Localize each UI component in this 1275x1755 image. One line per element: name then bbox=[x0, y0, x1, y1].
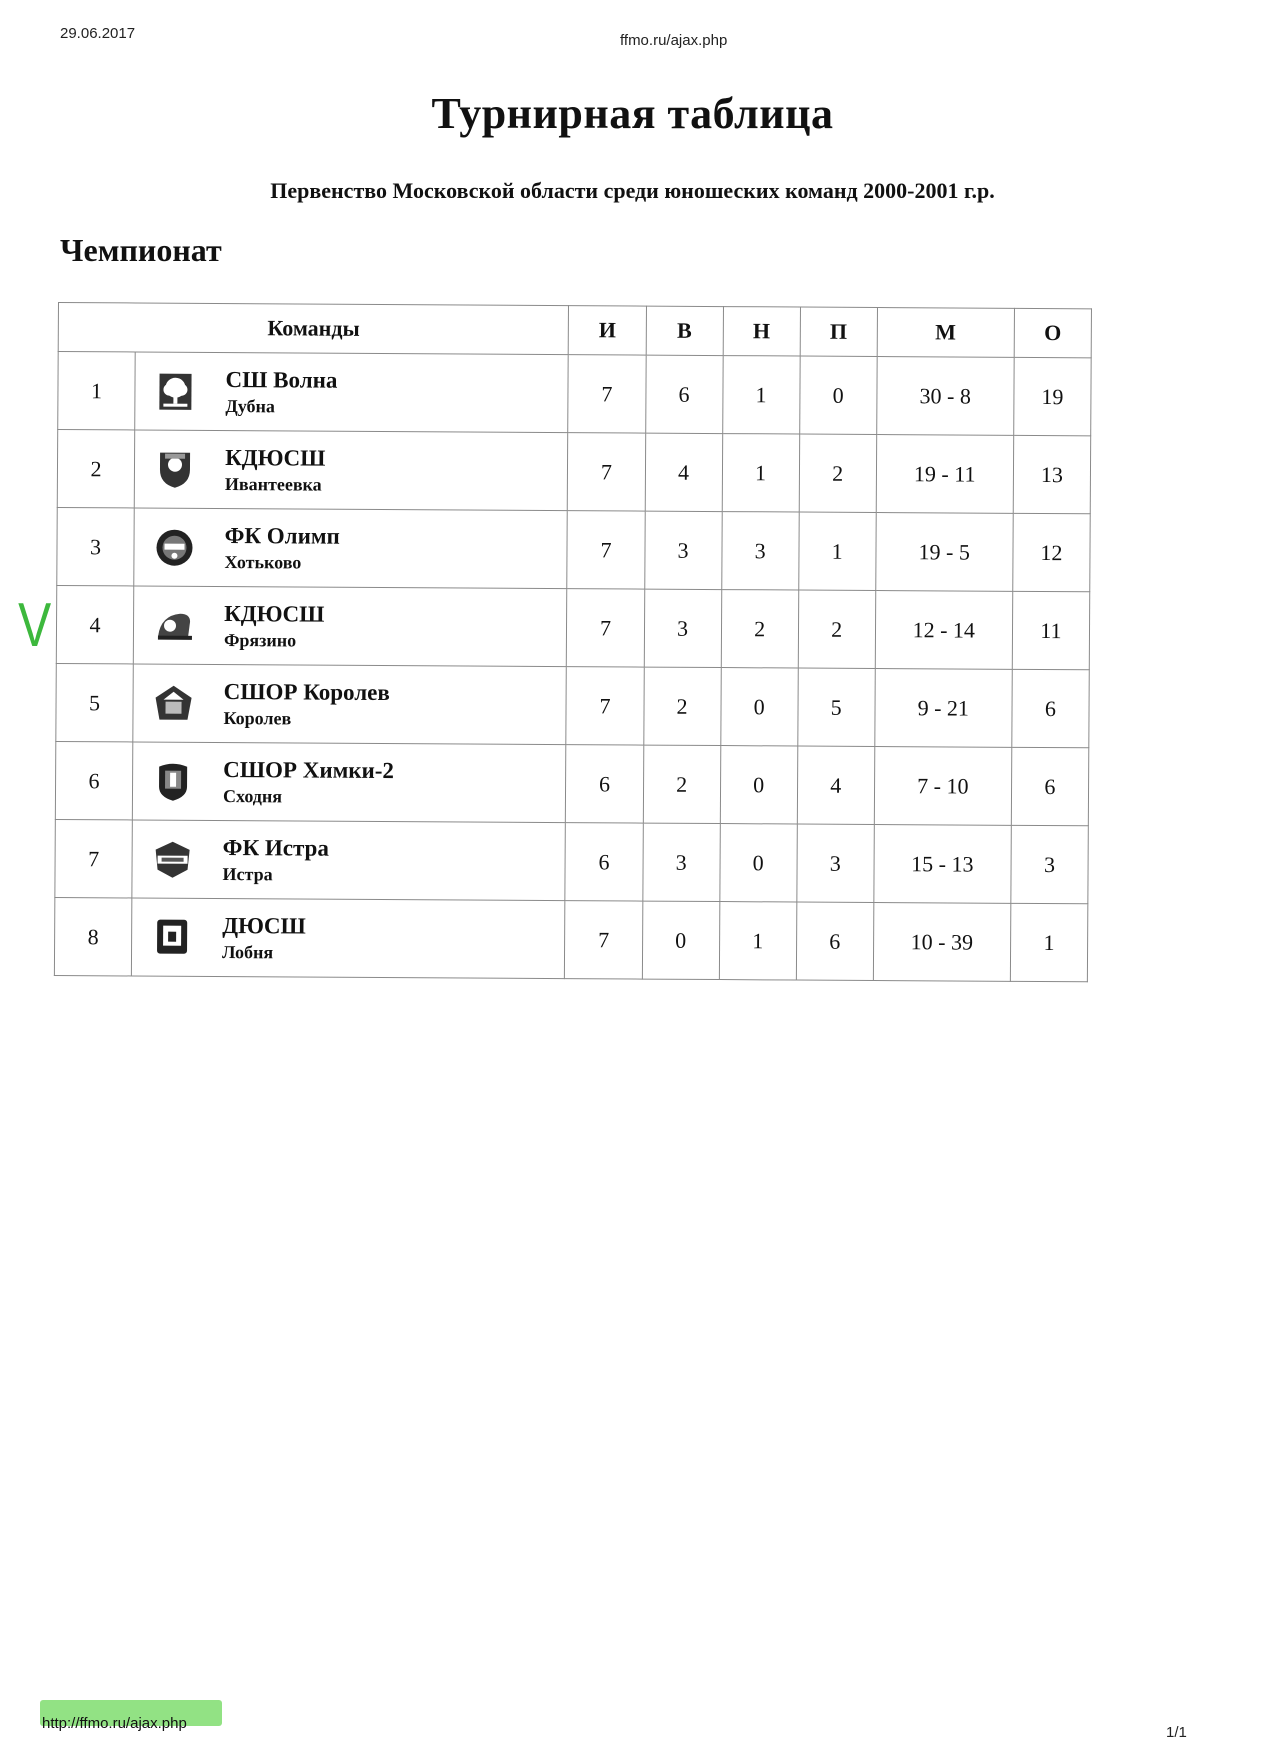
team-city: Истра bbox=[222, 863, 273, 884]
team-cell bbox=[134, 508, 568, 589]
draws-cell: 1 bbox=[722, 434, 800, 512]
team-cell bbox=[134, 430, 568, 511]
team-name: ФК Олимп bbox=[224, 522, 340, 549]
position-cell: 6 bbox=[55, 741, 133, 819]
team-city: Хотьково bbox=[224, 551, 302, 573]
tall-shield-crest-icon bbox=[153, 759, 193, 803]
position-cell: 7 bbox=[55, 819, 133, 897]
team-city: Королев bbox=[223, 707, 292, 729]
team-name: КДЮСШ bbox=[225, 444, 326, 471]
footer-url: http://ffmo.ru/ajax.php bbox=[42, 1715, 187, 1732]
table-row bbox=[54, 897, 1087, 981]
games-cell: 7 bbox=[567, 589, 645, 667]
points-cell: 6 bbox=[1012, 669, 1090, 747]
draws-cell: 0 bbox=[720, 746, 798, 824]
goals-cell: 10 - 39 bbox=[873, 902, 1011, 981]
position-cell: 5 bbox=[56, 663, 134, 741]
team-name: СШ Волна bbox=[225, 366, 338, 393]
handwritten-check-mark: V bbox=[18, 591, 52, 660]
team-name: СШОР Королев bbox=[223, 678, 390, 705]
draws-cell: 1 bbox=[719, 902, 797, 980]
page-title: Турнирная таблица bbox=[431, 89, 834, 138]
wins-cell: 3 bbox=[644, 589, 722, 667]
draws-cell: 0 bbox=[720, 668, 798, 746]
games-cell: 6 bbox=[565, 823, 643, 901]
team-city: Сходня bbox=[222, 785, 283, 807]
goals-cell: 19 - 5 bbox=[875, 513, 1013, 592]
goals-cell: 7 - 10 bbox=[874, 746, 1012, 825]
games-cell: 6 bbox=[566, 745, 644, 823]
print-url: ffmo.ru/ajax.php bbox=[620, 32, 728, 49]
header-draws: Н bbox=[723, 307, 800, 356]
team-city: Дубна bbox=[225, 395, 276, 416]
table-row bbox=[55, 819, 1088, 903]
shield-crest-icon bbox=[155, 447, 195, 491]
header-teams: Команды bbox=[58, 303, 569, 355]
wins-cell: 2 bbox=[643, 745, 721, 823]
header-wins: В bbox=[646, 306, 723, 355]
square-crest-icon bbox=[152, 915, 192, 959]
goals-cell: 12 - 14 bbox=[875, 590, 1013, 669]
table-row bbox=[55, 741, 1088, 825]
table-row bbox=[57, 507, 1090, 591]
position-cell: 3 bbox=[57, 507, 135, 585]
losses-cell: 1 bbox=[798, 512, 876, 590]
section-heading: Чемпионат bbox=[60, 232, 222, 268]
ball-crest-icon bbox=[154, 603, 194, 647]
team-cell bbox=[135, 352, 569, 433]
games-cell: 7 bbox=[567, 511, 645, 589]
draws-cell: 0 bbox=[719, 824, 797, 902]
team-name: СШОР Химки-2 bbox=[223, 756, 395, 783]
table-row bbox=[57, 430, 1090, 514]
losses-cell: 6 bbox=[796, 902, 874, 980]
standings-table bbox=[54, 302, 1092, 982]
draws-cell: 1 bbox=[722, 356, 800, 434]
footer-page-number: 1/1 bbox=[1166, 1724, 1187, 1741]
page-subtitle: Первенство Московской области среди юношеских команд 2000-2001 г.р. bbox=[270, 178, 995, 203]
position-cell: 4 bbox=[56, 585, 134, 663]
points-cell: 6 bbox=[1011, 747, 1089, 825]
wins-cell: 3 bbox=[642, 823, 720, 901]
losses-cell: 0 bbox=[799, 356, 877, 434]
points-cell: 19 bbox=[1014, 357, 1092, 435]
losses-cell: 3 bbox=[797, 824, 875, 902]
losses-cell: 2 bbox=[799, 434, 877, 512]
team-city: Лобня bbox=[222, 941, 274, 962]
points-cell: 1 bbox=[1010, 903, 1088, 981]
wins-cell: 4 bbox=[645, 433, 723, 511]
header-points: О bbox=[1014, 308, 1091, 357]
round-crest-icon bbox=[154, 525, 194, 569]
table-row bbox=[56, 585, 1089, 669]
table-header-row bbox=[58, 303, 1091, 358]
wins-cell: 0 bbox=[642, 901, 720, 979]
points-cell: 3 bbox=[1011, 825, 1089, 903]
table-row bbox=[58, 352, 1091, 436]
games-cell: 7 bbox=[568, 433, 646, 511]
losses-cell: 5 bbox=[797, 668, 875, 746]
losses-cell: 2 bbox=[798, 590, 876, 668]
games-cell: 7 bbox=[565, 901, 643, 979]
points-cell: 11 bbox=[1012, 591, 1090, 669]
team-cell bbox=[131, 898, 565, 979]
goals-cell: 15 - 13 bbox=[874, 824, 1012, 903]
table-row bbox=[56, 663, 1089, 747]
games-cell: 7 bbox=[566, 667, 644, 745]
team-cell bbox=[133, 586, 567, 667]
position-cell: 8 bbox=[54, 897, 132, 975]
header-games: И bbox=[569, 306, 646, 355]
goals-cell: 9 - 21 bbox=[875, 668, 1013, 747]
draws-cell: 2 bbox=[721, 590, 799, 668]
team-name: КДЮСШ bbox=[224, 600, 325, 627]
team-name: ДЮСШ bbox=[222, 912, 306, 939]
points-cell: 13 bbox=[1013, 435, 1091, 513]
team-city: Ивантеевка bbox=[224, 473, 322, 495]
wins-cell: 6 bbox=[645, 355, 723, 433]
wins-cell: 2 bbox=[643, 667, 721, 745]
team-cell bbox=[132, 820, 566, 901]
header-goals: М bbox=[877, 308, 1014, 358]
points-cell: 12 bbox=[1013, 513, 1091, 591]
team-cell bbox=[133, 664, 567, 745]
house-crest-icon bbox=[153, 681, 193, 725]
losses-cell: 4 bbox=[797, 746, 875, 824]
team-cell bbox=[132, 742, 566, 823]
header-losses: П bbox=[800, 307, 877, 356]
draws-cell: 3 bbox=[721, 512, 799, 590]
position-cell: 2 bbox=[57, 430, 135, 508]
team-city: Фрязино bbox=[223, 629, 297, 651]
tree-crest-icon bbox=[155, 369, 195, 413]
banner-crest-icon bbox=[153, 837, 193, 881]
goals-cell: 19 - 11 bbox=[876, 435, 1014, 514]
wins-cell: 3 bbox=[644, 511, 722, 589]
print-date: 29.06.2017 bbox=[60, 25, 136, 42]
games-cell: 7 bbox=[568, 355, 646, 433]
goals-cell: 30 - 8 bbox=[876, 357, 1014, 436]
team-name: ФК Истра bbox=[222, 834, 329, 861]
position-cell: 1 bbox=[58, 352, 136, 430]
